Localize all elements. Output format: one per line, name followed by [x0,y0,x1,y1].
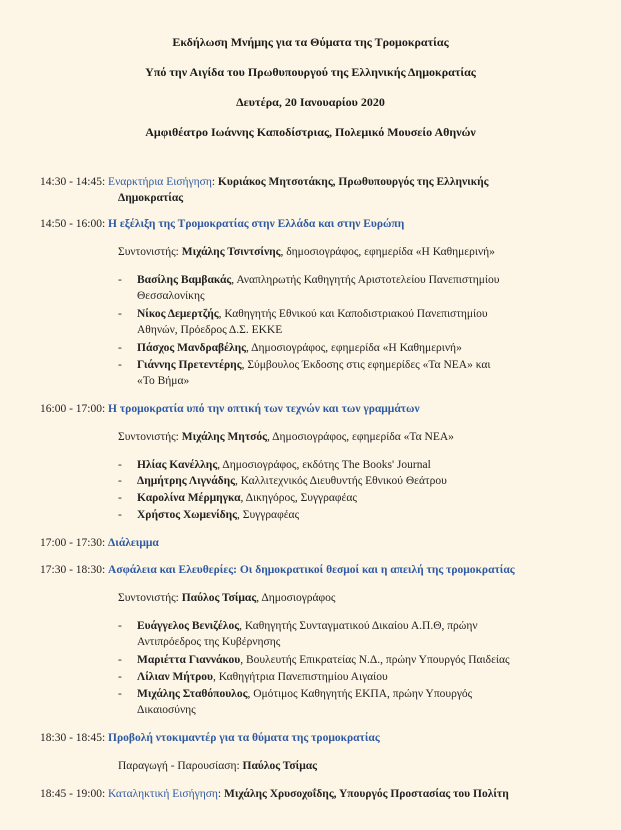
list-item: Πάσχος Μανδραβέλης, Δημοσιογράφος, εφημερίδα «Η Καθημερινή» [137,342,462,354]
moderator-label: Συντονιστής: [118,592,179,604]
list-bullet: - [118,308,122,320]
speaker-name: Καρολίνα Μέρμηγκα [137,492,241,504]
moderator-line: Συντονιστής: Μιχάλης Τσιντσίνης, δημοσιογράφος, εφημερίδα «Η Καθημερινή» [118,246,495,258]
list-item: Λίλιαν Μήτρου, Καθηγήτρια Πανεπιστημίου Αιγαίου [137,671,388,683]
list-item-cont: Δικαιοσύνης [137,704,196,716]
list-item: Βασίλης Βαμβακάς, Αναπληρωτής Καθηγητής Αριστοτελείου Πανεπιστημίου [137,274,500,286]
production-label: Παραγωγή - Παρουσίαση: [118,760,240,772]
session-title: Εναρκτήρια Εισήγηση [108,176,212,188]
moderator-label: Συντονιστής: [118,431,179,443]
speaker-name: Μιχάλης Σταθόπουλος [137,688,248,700]
speaker-name: Ευάγγελος Βενιζέλος [137,620,240,632]
list-item: Μαριέττα Γιαννάκου, Βουλευτής Επικρατείας Ν.Δ., πρώην Υπουργός Παιδείας [137,654,510,666]
event-date: Δευτέρα, 20 Ιανουαρίου 2020 [236,95,385,109]
list-item: Γιάννης Πρετεντέρης, Σύμβουλος Έκδοσης στις εφημερίδες «Τα ΝΕΑ» και [137,359,491,371]
list-bullet: - [118,274,122,286]
session-title: Προβολή ντοκιμαντέρ για τα θύματα της τρομοκρατίας [108,732,380,744]
speaker-name: Μιχάλης Χρυσοχοΐδης, Υπουργός Προστασίας του Πολίτη [224,788,509,800]
event-patronage: Υπό την Αιγίδα του Πρωθυπουργού της Ελληνικής Δημοκρατίας [145,65,476,79]
moderator-name: Παύλος Τσίμας [181,592,257,604]
session-title: Η τρομοκρατία υπό την οπτική των τεχνών και των γραμμάτων [108,403,420,415]
list-bullet: - [118,671,122,683]
session-time: 14:30 - 14:45: [40,176,106,188]
session-title: Καταληκτική Εισήγηση [108,788,218,800]
event-venue: Αμφιθέατρο Ιωάννης Καποδίστριας, Πολεμικό Μουσείο Αθηνών [145,125,476,139]
list-item: Μιχάλης Σταθόπουλος, Ομότιμος Καθηγητής ΕΚΠΑ, πρώην Υπουργός [137,688,473,700]
session-time: 18:45 - 19:00: [40,788,106,800]
list-item: Νίκος Δεμερτζής, Καθηγητής Εθνικού και Καποδιστριακού Πανεπιστημίου [137,308,488,320]
moderator-line: Συντονιστής: Παύλος Τσίμας, Δημοσιογράφος [118,592,336,604]
session-4 [40,535,159,551]
list-bullet: - [118,359,122,371]
session-title: Ασφάλεια και Ελευθερίες: Οι δημοκρατικοί θεσμοί και η απειλή της τρομοκρατίας [108,564,515,576]
list-bullet: - [118,459,122,471]
speaker-name: Βασίλης Βαμβακάς [137,274,232,286]
speaker-name: Ηλίας Κανέλλης [137,459,218,471]
session-title: Διάλειμμα [108,537,159,549]
speaker-name: Χρήστος Χωμενίδης [137,509,238,521]
moderator-label: Συντονιστής: [118,246,179,258]
list-item: Δημήτρης Λιγνάδης, Καλλιτεχνικός Διευθυντής Εθνικού Θεάτρου [137,475,447,487]
speaker-name: Μαριέττα Γιαννάκου [137,654,241,666]
list-item: Ηλίας Κανέλλης, Δημοσιογράφος, εκδότης The Books' Journal [137,459,431,471]
list-item: Χρήστος Χωμενίδης, Συγγραφέας [137,509,300,521]
list-item-cont: «Το Βήμα» [137,375,190,387]
session-7: 18:45 - 19:00: Καταληκτική Εισήγηση: Μιχάλης Χρυσοχοΐδης, Υπουργός Προστασίας του Πολίτη [40,788,509,800]
speaker-name-cont: Δημοκρατίας [118,192,184,204]
speaker-name: Λίλιαν Μήτρου [137,671,214,683]
session-time: 18:30 - 18:45: [40,732,106,744]
speaker-name: Δημήτρης Λιγνάδης [137,475,235,487]
session-6 [40,730,380,746]
session-1: 14:30 - 14:45: Εναρκτήρια Εισήγηση: Κυριάκος Μητσοτάκης, Πρωθυπουργός της Ελληνικής [40,176,489,188]
session-2 [40,216,404,232]
session-time: 14:50 - 16:00: [40,218,106,230]
session-time: 16:00 - 17:00: [40,403,106,415]
session-time: 17:30 - 18:30: [40,564,106,576]
moderator-name: Μιχάλης Τσιντσίνης [181,246,281,258]
moderator-name: Μιχάλης Μητσός [181,431,267,443]
list-bullet: - [118,475,122,487]
list-item-cont: Αντιπρόεδρος της Κυβέρνησης [137,636,281,648]
speaker-name: Κυριάκος Μητσοτάκης, Πρωθυπουργός της Ελληνικής [217,176,489,188]
list-item-cont: Αθηνών, Πρόεδρος Δ.Σ. ΕΚΚΕ [137,324,283,336]
list-bullet: - [118,688,122,700]
speaker-name: Νίκος Δεμερτζής [137,308,219,320]
list-bullet: - [118,654,122,666]
speaker-name: Γιάννης Πρετεντέρης [137,359,242,371]
list-item: Ευάγγελος Βενιζέλος, Καθηγητής Συνταγματικού Δικαίου Α.Π.Θ, πρώην [137,620,478,632]
speaker-name: Πάσχος Μανδραβέλης [137,342,247,354]
moderator-line: Συντονιστής: Μιχάλης Μητσός, Δημοσιογράφος, εφημερίδα «Τα ΝΕΑ» [118,431,454,443]
list-bullet: - [118,492,122,504]
list-item-cont: Θεσσαλονίκης [137,290,205,302]
list-bullet: - [118,342,122,354]
session-time: 17:00 - 17:30: [40,537,106,549]
session-5 [40,562,515,578]
list-item: Καρολίνα Μέρμηγκα, Δικηγόρος, Συγγραφέας [137,492,357,504]
list-bullet: - [118,620,122,632]
event-title: Εκδήλωση Μνήμης για τα Θύματα της Τρομοκρατίας [172,35,449,49]
production-line [118,758,317,774]
production-name: Παύλος Τσίμας [242,760,318,772]
session-title: Η εξέλιξη της Τρομοκρατίας στην Ελλάδα και στην Ευρώπη [108,218,405,230]
list-bullet: - [118,509,122,521]
session-3 [40,401,420,417]
